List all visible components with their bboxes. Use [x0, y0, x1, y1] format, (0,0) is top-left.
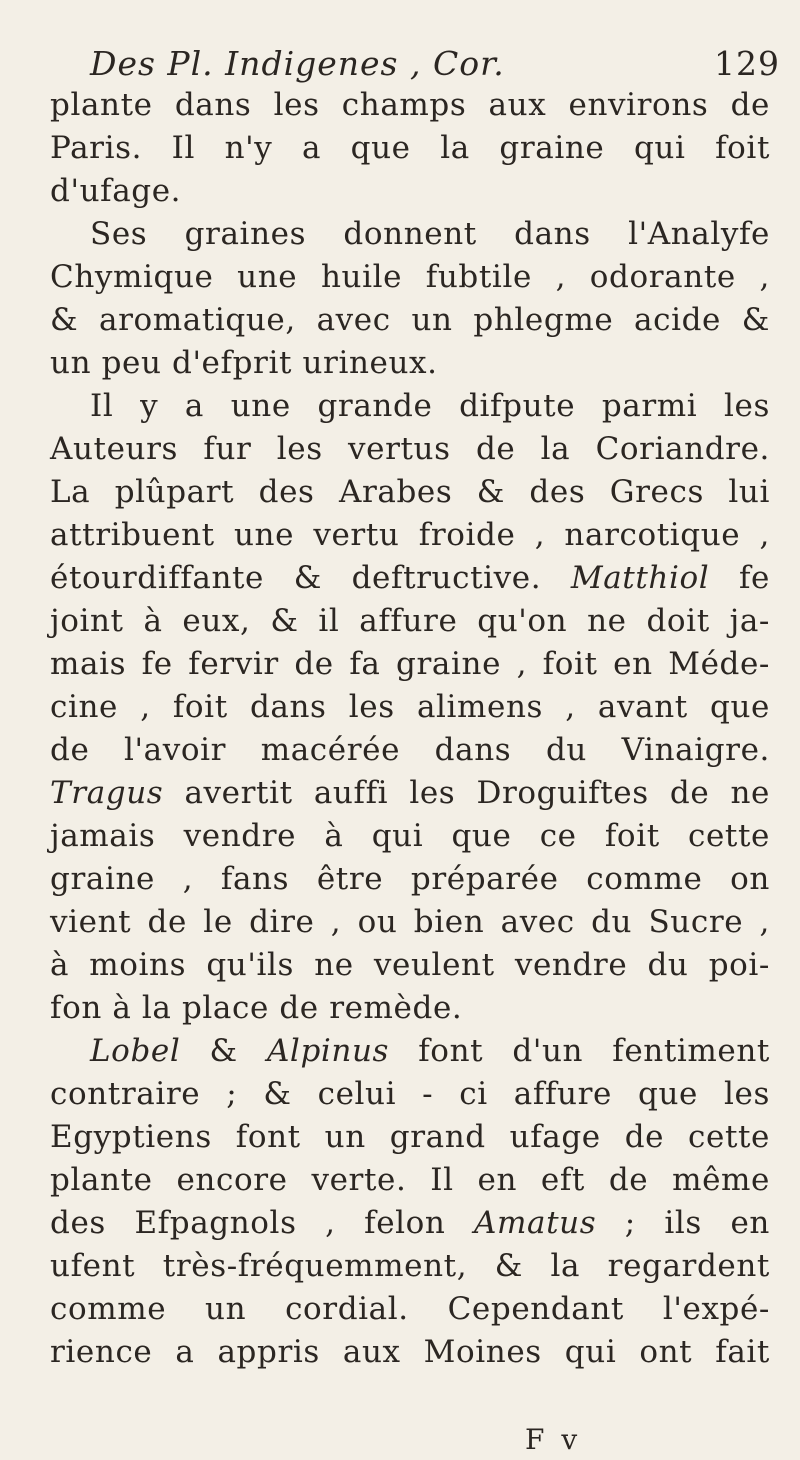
text-line: des Efpagnols , felon Amatus ; ils en — [50, 1205, 770, 1241]
running-title: Des Pl. Indigenes , Cor. — [90, 44, 505, 83]
text-line: plante dans les champs aux environs de — [50, 87, 770, 123]
author-name: Alpinus — [266, 1033, 390, 1069]
text-line: d'ufage. — [50, 173, 182, 209]
author-name: Matthiol — [570, 560, 710, 596]
text-line: à moins qu'ils ne veulent vendre du poi- — [50, 947, 770, 983]
text-line: rience a appris aux Moines qui ont fait — [50, 1334, 770, 1370]
text-line: jamais vendre à qui que ce foit cette — [50, 818, 770, 854]
text-line: graine , fans être préparée comme on — [50, 861, 770, 897]
author-name: Lobel — [90, 1033, 181, 1069]
text-line: & aromatique, avec un phlegme acide & — [50, 302, 770, 338]
text-line: cine , foit dans les alimens , avant que — [50, 689, 770, 725]
text-line: Lobel & Alpinus font d'un fentiment — [90, 1033, 770, 1069]
text-line: Egyptiens font un grand ufage de cette — [50, 1119, 770, 1155]
body-text — [50, 84, 770, 1374]
author-name: Amatus — [474, 1205, 597, 1241]
page-number: 129 — [714, 44, 780, 83]
text-line: Chymique une huile fubtile , odorante , — [50, 259, 770, 295]
text-line: étourdiffante & deftructive. Matthiol fe — [50, 560, 770, 596]
text-line: attribuent une vertu froide , narcotique , — [50, 517, 770, 553]
text-line: de l'avoir macérée dans du Vinaigre. — [50, 732, 770, 768]
text-line: plante encore verte. Il en eft de même — [50, 1162, 770, 1198]
text-line: Ses graines donnent dans l'Analyfe — [90, 216, 770, 252]
text-line: comme un cordial. Cependant l'expé- — [50, 1291, 770, 1327]
signature-mark: F v — [525, 1423, 582, 1456]
page-header — [90, 42, 780, 86]
text-line: La plûpart des Arabes & des Grecs lui — [50, 474, 770, 510]
text-line: Auteurs fur les vertus de la Coriandre. — [50, 431, 770, 467]
text-line: Tragus avertit auffi les Droguiftes de ne — [50, 775, 770, 811]
text-line: mais fe fervir de fa graine , foit en Méde- — [50, 646, 770, 682]
text-line: ufent très-fréquemment, & la regardent — [50, 1248, 770, 1284]
author-name: Tragus — [50, 775, 164, 811]
text-line: joint à eux, & il affure qu'on ne doit ja- — [50, 603, 770, 639]
text-line: Il y a une grande difpute parmi les — [90, 388, 770, 424]
text-line: vient de le dire , ou bien avec du Sucre , — [50, 904, 770, 940]
text-line: Paris. Il n'y a que la graine qui foit — [50, 130, 770, 166]
text-line: un peu d'efprit urineux. — [50, 345, 438, 381]
text-line: fon à la place de remède. — [50, 990, 463, 1026]
text-line: contraire ; & celui - ci affure que les — [50, 1076, 770, 1112]
